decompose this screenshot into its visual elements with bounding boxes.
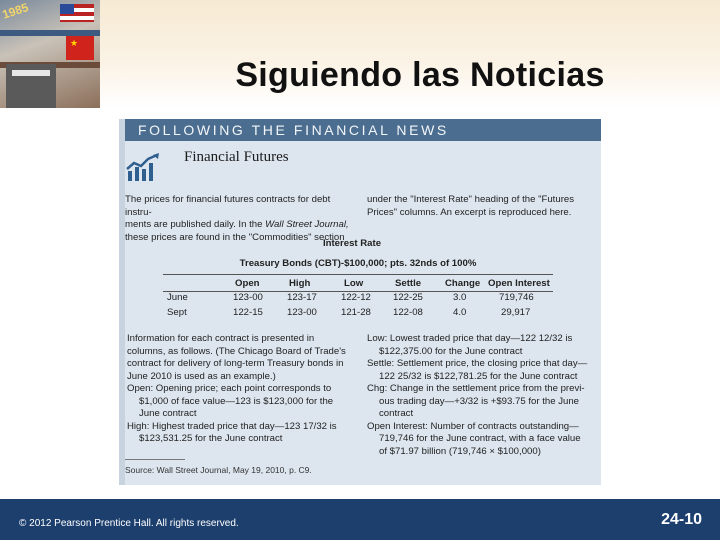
note-line: $123,531.25 for the June contract: [139, 433, 283, 444]
slide-title: Siguiendo las Noticias: [235, 56, 605, 94]
cell-settle: 122-25: [393, 292, 423, 303]
slide-number: 24-10: [661, 511, 702, 528]
note-line: 122 25/32 is $122,781.25 for the June contract: [379, 370, 578, 382]
note-line: $1,000 of face value—123 is $123,000 for the: [139, 395, 334, 407]
cell-high: 123-17: [287, 292, 317, 303]
flag-icon: [60, 4, 94, 22]
note-line: contract: [379, 408, 414, 419]
note-line: of $71.97 billion (719,746 × $100,000): [379, 445, 541, 457]
table-top-rule: [163, 274, 553, 275]
col-header: Low: [344, 278, 364, 289]
col-header: Open: [235, 278, 260, 289]
box-title: Financial Futures: [184, 149, 289, 165]
cell-open: 122-15: [233, 307, 263, 318]
table-subheading: Treasury Bonds (CBT)-$100,000; pts. 32nds of 100%: [239, 258, 477, 269]
box-header: [119, 119, 601, 141]
note-line: Open Interest: Number of contracts outstanding—: [367, 420, 579, 432]
intro-right-line: Prices" columns. An excerpt is reproduced here.: [367, 206, 572, 218]
financial-news-box: [119, 119, 601, 485]
note-line: June 2010 is used as an example.): [127, 370, 276, 382]
note-line: 719,746 for the June contract, with a face value: [379, 433, 581, 444]
note-line: $122,375.00 for the June contract: [379, 345, 523, 357]
cell-low: 121-28: [341, 307, 371, 318]
cell-low: 122-12: [341, 292, 371, 303]
source-rule: [125, 459, 185, 460]
notes-left: [127, 333, 359, 446]
cell-open-interest: 29,917: [501, 307, 531, 318]
intro-right: [367, 194, 597, 219]
row-month: June: [167, 292, 188, 303]
note-line: High: Highest traded price that day—123 17/32 is: [127, 420, 337, 432]
table-heading: Interest Rate: [322, 238, 382, 249]
footer-bar: [0, 499, 720, 540]
cell-change: 3.0: [453, 292, 467, 303]
source-note: Source: Wall Street Journal, May 19, 2010, p. C9.: [125, 465, 312, 475]
col-header: High: [289, 278, 311, 289]
cell-high: 123-00: [287, 307, 317, 318]
intro-left-italic: Wall Street Journal,: [265, 219, 349, 230]
market-photo: [0, 0, 100, 108]
cell-open: 123-00: [233, 292, 263, 303]
note-line: Chg: Change in the settlement price from the previ-: [367, 383, 585, 394]
note-line: Open: Opening price; each point corresponds to: [127, 383, 332, 394]
intro-left-line: The prices for financial futures contracts for debt instru-: [125, 194, 331, 218]
note-line: columns, as follows. (The Chicago Board of Trade's: [127, 345, 346, 357]
intro-right-line: under the "Interest Rate" heading of the "Futures: [367, 194, 575, 205]
intro-left-line: ments are published daily. In the: [125, 219, 263, 230]
row-month: Sept: [167, 307, 187, 318]
box-left-stripe: [119, 141, 125, 485]
note-line: Low: Lowest traded price that day—122 12/32 is: [367, 333, 573, 344]
line-chart-icon: [125, 153, 161, 183]
notes-right: [367, 333, 599, 458]
cell-open-interest: 719,746: [499, 292, 534, 303]
col-header: Settle: [395, 278, 422, 289]
box-header-label: FOLLOWING THE FINANCIAL NEWS: [138, 122, 449, 138]
copyright-text: © 2012 Pearson Prentice Hall. All rights reserved.: [19, 518, 239, 529]
note-line: contract for delivery of long-term Treasury bonds in: [127, 358, 344, 369]
note-line: Information for each contract is presented in: [127, 333, 315, 344]
intro-left-line: these prices are found in the "Commodities" section: [125, 231, 345, 243]
building-icon: [6, 64, 56, 108]
col-header: Open Interest: [488, 278, 550, 289]
cell-change: 4.0: [453, 307, 467, 318]
intro-left: [125, 194, 353, 244]
col-header: Change: [445, 278, 481, 289]
cell-settle: 122-08: [393, 307, 423, 318]
note-line: Settle: Settlement price, the closing price that day—: [367, 358, 588, 369]
china-flag-icon: ★: [66, 36, 94, 60]
note-line: ous trading day—+3/32 is +$93.75 for the June: [379, 395, 580, 407]
photo-ticker: 1985: [0, 0, 31, 22]
note-line: June contract: [139, 408, 197, 419]
